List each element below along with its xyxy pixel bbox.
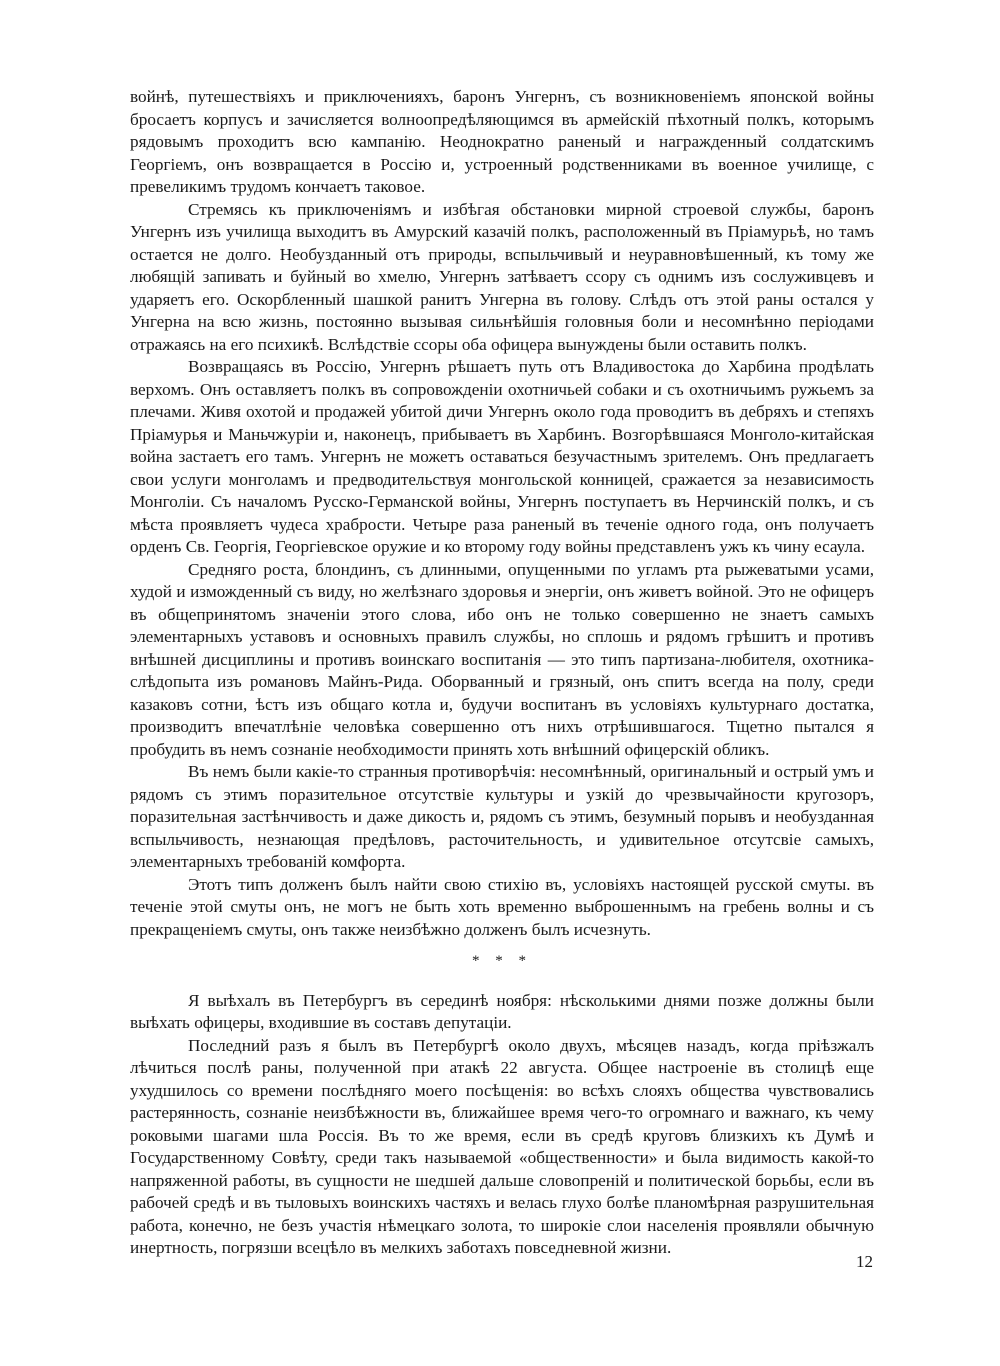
paragraph: Последний разъ я былъ въ Петербургѣ около двухъ, мѣсяцев назадъ, когда пріѣзжалъ лѣчиться послѣ раны, полученной при атакѣ 22 августа. Общее настроеніе въ столицѣ еще ухудшилось со времени послѣдняго моего посѣщенія: во всѣхъ слояхъ общества чувствовались растерянность, сознаніе неизбѣжности въ, ближайшее время чего-то огромнаго и важнаго, къ чему роковыми шагами шла Россія. Въ то же время, если въ средѣ круговъ близкихъ къ Думѣ и Государственному Совѣту, среди такъ называемой «общественности» и была видимость какой-то напряженной работы, въ сущности не шедшей дальше словопреній и политической борьбы, если въ рабочей средѣ и въ тыловыхъ воинскихъ частяхъ и велась глухо болѣе планомѣрная разрушительная работа, конечно, не безъ участія нѣмецкаго золота, то широкіе слои населенія проявляли обычную инертность, погрязши всецѣло въ мелкихъ заботахъ повседневной жизни. [130,1035,874,1257]
paragraph: Средняго роста, блондинъ, съ длинными, опущенными по угламъ рта рыжеватыми усами, худой и изможденный съ виду, но желѣзнаго здоровья и энергіи, онъ живетъ войной. Это не офицеръ въ общепринятомъ значеніи этого слова, ибо онъ не только совершенно не знаетъ самыхъ элементарныхъ уставовъ и основныхъ правилъ службы, но сплошь и рядомъ грѣшитъ и противъ внѣшней дисциплины и противъ воинскаго воспитанія — это типъ партизана-любителя, охотника-слѣдопыта изъ романовъ Майнъ-Рида. Оборванный и грязный, онъ спитъ всегда на полу, среди казаковъ сотни, ѣстъ изъ общаго котла и, будучи воспитанъ въ условіяхъ культурнаго достатка, производитъ впечатлѣніе человѣка совершенно отъ нихъ отрѣшившагося. Тщетно пытался я пробудить въ немъ сознаніе необходимости принять хоть внѣшний офицерскій обликъ. [130,559,874,759]
page-number: 12 [856,1252,873,1271]
document-body [130,86,874,1260]
paragraph: Возвращаясь въ Россію, Унгернъ рѣшаетъ путь отъ Владивостока до Харбина продѣлать верхомъ. Онъ оставляетъ полкъ въ сопровожденіи охотничьей собаки и съ охотничьимъ ружьемъ за плечами. Живя охотой и продажей убитой дичи Унгернъ около года проводитъ въ дебряхъ и степяхъ Пріамурья и Маньчжуріи и, наконецъ, прибываетъ въ Харбинъ. Возгорѣвшаяся Монголо-китайская война застаетъ его тамъ. Унгернъ не можетъ оставаться безучастнымъ зрителемъ. Онъ предлагаетъ свои услуги монголамъ и предводительствуя монгольской конницей, сражается за независимость Монголіи. Съ началомъ Русско-Германской войны, Унгернъ поступаетъ въ Нерчинскій полкъ, и съ мѣста проявляетъ чудеса храбрости. Четыре раза раненый въ теченіе одного года, онъ получаетъ орденъ Св. Георгія, Георгіевское оружие и ко второму году войны представленъ ужъ къ чину есаула. [130,357,874,556]
paragraph: Этотъ типъ долженъ былъ найти свою стихію въ, условіяхъ настоящей русской смуты. въ теченіе этой смуты онъ, не могъ не быть хоть временно выброшеннымъ на гребень волны и съ прекращеніемъ смуты, онъ также неизбѣжно долженъ былъ исчезнуть. [130,874,874,939]
section-divider: * * * [472,953,532,969]
paragraph: войнѣ, путешествіяхъ и приключенияхъ, баронъ Унгернъ, съ возникновеніемъ японской войны бросаетъ корпусъ и зачисляется волноопредѣляющимся въ армейскій пѣхотный полкъ, которымъ рядовымъ проходитъ всю кампанію. Неоднократно раненый и награжденный солдатскимъ Георгіемъ, онъ возвращается в Россію и, устроенный родственниками въ военное училище, с превеликимъ трудомъ кончаетъ таковое. [130,87,874,196]
paragraph: Въ немъ были какіе-то странныя противорѣчія: несомнѣнный, оригинальный и острый умъ и рядомъ съ этимъ поразительное отсутствіе культуры и узкій до чрезвычайности кругозоръ, поразительная застѣнчивость и даже дикость и, рядомъ съ этимъ, безумный порывъ и необузданная вспыльчивость, незнающая предѣловъ, расточительность, и удивительное отсутсвіе самыхъ, элементарныхъ требованій комфорта. [130,762,874,871]
paragraph: Я выѣхалъ въ Петербургъ въ серединѣ ноября: нѣсколькими днями позже должны были выѣхать офицеры, входившие въ составъ депутаціи. [130,990,874,1032]
paragraph: Стремясь къ приключеніямъ и избѣгая обстановки мирной строевой службы, баронъ Унгернъ изъ училища выходитъ въ Амурский казачій полкъ, расположенный въ Пріамурьѣ, но тамъ остается не долго. Необузданный отъ природы, вспыльчивый и неуравновѣшенный, къ тому же любящій запивать и буйный во хмелю, Унгернъ затѣваетъ ссору съ однимъ изъ сослуживцевъ и ударяетъ его. Оскорбленный шашкой ранитъ Унгерна въ голову. Слѣдъ отъ этой раны остался у Унгерна на всю жизнь, постоянно вызывая сильнѣйшія головныя боли и несомнѣнно періодами отражаясь на его психикѣ. Вслѣдствіе ссоры оба офицера вынуждены были оставить полкъ. [130,199,874,354]
